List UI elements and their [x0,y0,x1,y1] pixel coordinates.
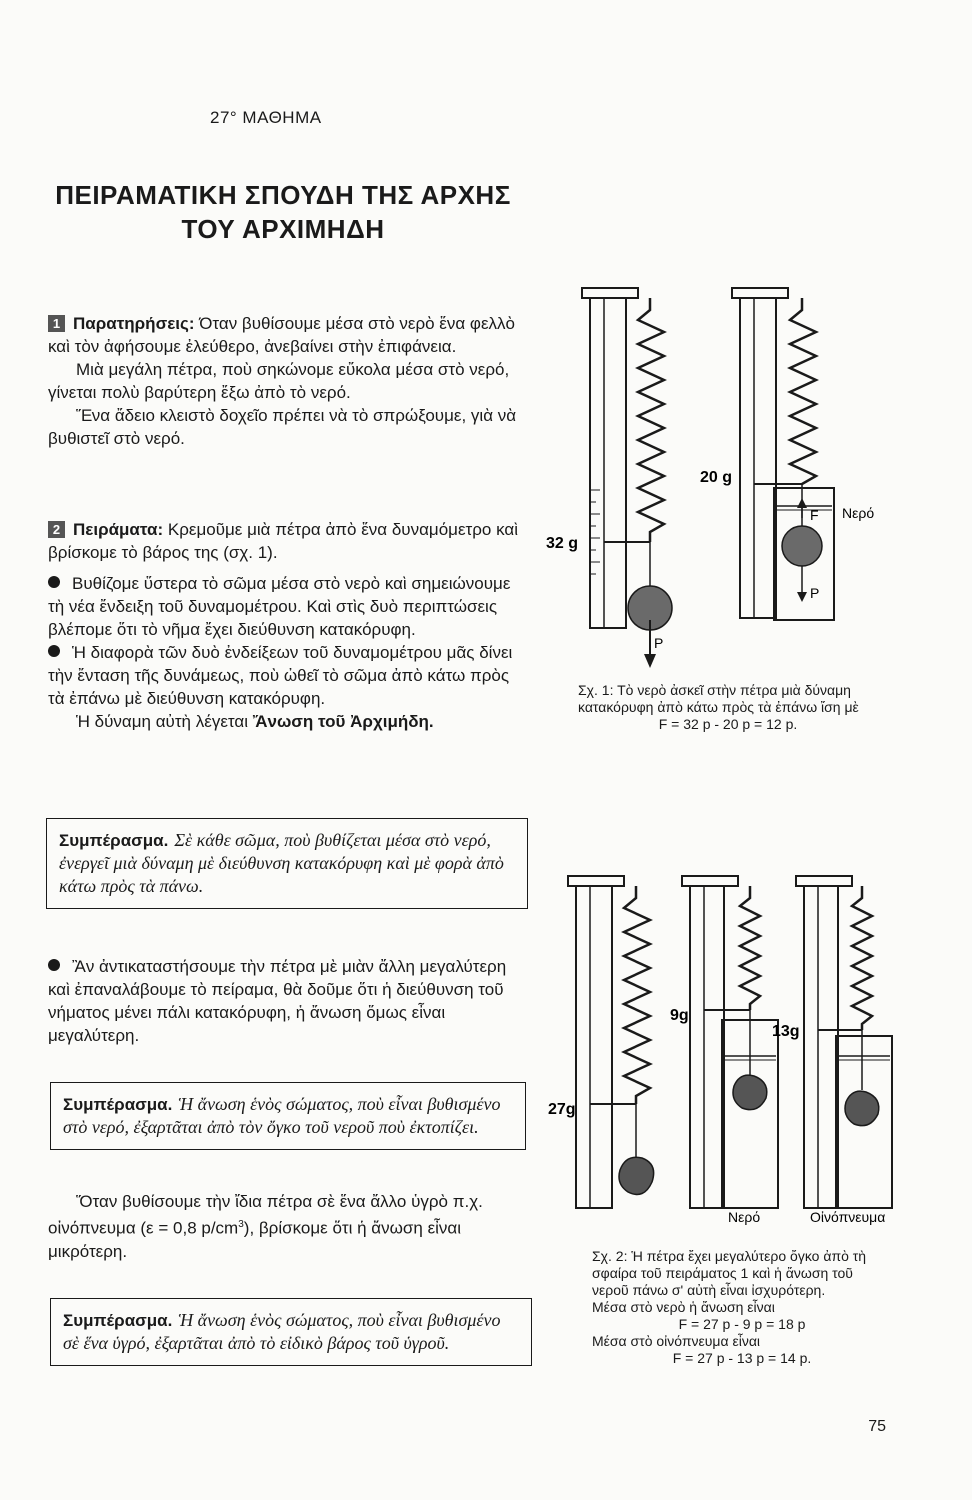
label-20g: 20 g [700,469,733,486]
label-27g: 27g [548,1101,576,1118]
caption-2-alcohol: Μέσα στὸ οἰνόπνευμα εἶναι [592,1333,761,1349]
observations-text-1: Όταν βυθίσουμε μέσα στὸ νερὸ ἕνα φελλὸ καὶ τὸν ἀφήσουμε ἐλεύθερο, ἀνεβαίνει στὴν ἐπιφάνεια. [48,314,515,356]
conclusion-box-1 [46,818,528,909]
observations-label: Παρατηρήσεις: [73,314,195,333]
bullet-icon [48,576,60,588]
label-p-right: P [810,585,820,601]
label-p-left: P [654,635,664,651]
page-number: 75 [868,1418,886,1435]
label-alcohol: Οἰνόπνευμα [810,1209,886,1225]
observations-section [48,312,528,450]
label-f: F [810,507,819,523]
section-number-2: 2 [48,521,65,538]
caption-2-alcohol-formula: F = 27 p - 13 p = 14 p. [672,1350,812,1366]
figure-1-diagram [540,280,875,680]
caption-2-text: Σχ. 2: Ἡ πέτρα ἔχει μεγαλύτερο ὄγκο ἀπὸ τὴ σφαίρα τοῦ πειράματος 1 καὶ ἡ ἄνωση τοῦ νεροῦ πάνω σ' αὐτὴ εἶναι ἰσχυρότερη. [592,1248,867,1298]
conclusion-box-2 [50,1082,526,1150]
force-text: Ἡ δύναμη αὐτὴ λέγεται [76,712,248,731]
force-name: Ἄνωση τοῦ Ἀρχιμήδη. [252,712,434,731]
caption-1-text: Σχ. 1: Τὸ νερὸ ἀσκεῖ στὴν πέτρα μιὰ δύναμη κατακόρυφη ἀπὸ κάτω πρὸς τὰ ἐπάνω ἴση μὲ [578,682,859,715]
bullet-icon [48,959,60,971]
experiments-bullet-2: Ἡ διαφορὰ τῶν δυὸ ἐνδείξεων τοῦ δυναμομέτρου μᾶς δίνει τὴν ἔνταση τῆς δυνάμεως, ποὺ ὠθεῖ τὸ σῶμα ἀπὸ κάτω πρὸς τὰ ἐπάνω μὲ διεύθυνση κατακόρυφη. [48,643,513,708]
caption-1-formula: F = 32 p - 20 p = 12 p. [658,716,798,732]
alcohol-paragraph [48,1190,528,1263]
title-line-1: ΠΕΙΡΑΜΑΤΙΚΗ ΣΠΟΥΔΗ ΤΗΣ ΑΡΧΗΣ [55,180,511,210]
label-32g: 32 g [546,535,579,552]
conclusion-label-1: Συμπέρασμα. [59,831,169,850]
lesson-number: 27° ΜΑΘΗΜΑ [210,108,322,127]
bigger-stone-text: Ἂν ἀντικαταστήσουμε τὴν πέτρα μὲ μιὰν ἄλλη μεγαλύτερη καὶ ἐπαναλάβουμε τὸ πείραμα, θὰ δοῦμε ὅτι ἡ διεύθυνση τοῦ νήματος μένει πάλι κατακόρυφη, ἡ ἄνωση ὅμως εἶναι μεγαλύτερη. [48,957,507,1045]
conclusion-label-3: Συμπέρασμα. [63,1311,173,1330]
experiments-section [48,518,528,733]
experiments-text-1: Κρεμοῦμε μιὰ πέτρα ἀπὸ ἕνα δυναμόμετρο καὶ βρίσκομε τὸ βάρος της (σχ. 1). [48,520,518,562]
bullet-icon [48,645,60,657]
alcohol-sup: 3 [238,1219,244,1230]
experiments-label: Πειράματα: [73,520,164,539]
conclusion-label-2: Συμπέρασμα. [63,1095,173,1114]
label-9g: 9g [670,1007,689,1024]
label-water-fig1: Νερό [842,505,875,521]
title-line-2: ΤΟΥ ΑΡΧΙΜΗΔΗ [181,214,385,244]
conclusion-text-2: Ἡ ἄνωση ἑνὸς σώματος, ποὺ εἶναι βυθισμένο στὸ νερό, ἐξαρτᾶται ἀπὸ τὸν ὄγκο τοῦ νεροῦ ποὺ ἐκτοπίζει. [63,1094,501,1137]
conclusion-text-3: Ἡ ἄνωση ἑνὸς σώματος, ποὺ εἶναι βυθισμένο σὲ ἕνα ὑγρό, ἐξαρτᾶται ἀπὸ τὸ εἰδικὸ βάρος τοῦ ὑγροῦ. [63,1310,501,1353]
observations-text-2: Μιὰ μεγάλη πέτρα, ποὺ σηκώνομε εὔκολα μέσα στὸ νερό, γίνεται πολὺ βαρύτερη ἔξω ἀπὸ τὸ νερό. [48,360,510,402]
caption-2-water-formula: F = 27 p - 9 p = 18 p [678,1316,806,1332]
label-water-fig2: Νερό [728,1209,761,1225]
section-number-1: 1 [48,315,65,332]
figure-2-caption [592,1248,892,1367]
conclusion-text-1: Σὲ κάθε σῶμα, ποὺ βυθίζεται μέσα στὸ νερό, ἐνεργεῖ μιὰ δύναμη μὲ διεύθυνση κατακόρυφη καὶ μὲ φορὰ ἀπὸ κάτω πρὸς τὰ πάνω. [59,830,504,896]
bigger-stone-paragraph [48,955,528,1047]
label-13g: 13g [772,1023,800,1040]
figure-1-caption [578,682,878,733]
caption-2-water: Μέσα στὸ νερὸ ἡ ἄνωση εἶναι [592,1299,775,1315]
observations-text-3: Ἕνα ἄδειο κλειστὸ δοχεῖο πρέπει νὰ τὸ σπρώξουμε, γιὰ νὰ βυθιστεῖ στὸ νερό. [48,406,517,448]
figure-2-diagram [540,870,910,1230]
page-title [38,178,528,246]
conclusion-box-3 [50,1298,532,1366]
alcohol-text-1: Ὅταν βυθίσουμε τὴν ἴδια πέτρα σὲ ἕνα ἄλλο ὑγρὸ π.χ. οἰνόπνευμα (ε = 0,8 p/cm [48,1192,483,1238]
alcohol-text-2: ), βρίσκομε ὅτι ἡ ἄνωση εἶναι μικρότερη. [48,1218,462,1261]
experiments-bullet-1: Βυθίζομε ὕστερα τὸ σῶμα μέσα στὸ νερὸ καὶ σημειώνουμε τὴ νέα ἔνδειξη τοῦ δυναμομέτρου. Καὶ στὶς δυὸ περιπτώσεις βλέπομε ὅτι τὸ νῆμα ἔχει διεύθυνση κατακόρυφη. [48,574,511,639]
